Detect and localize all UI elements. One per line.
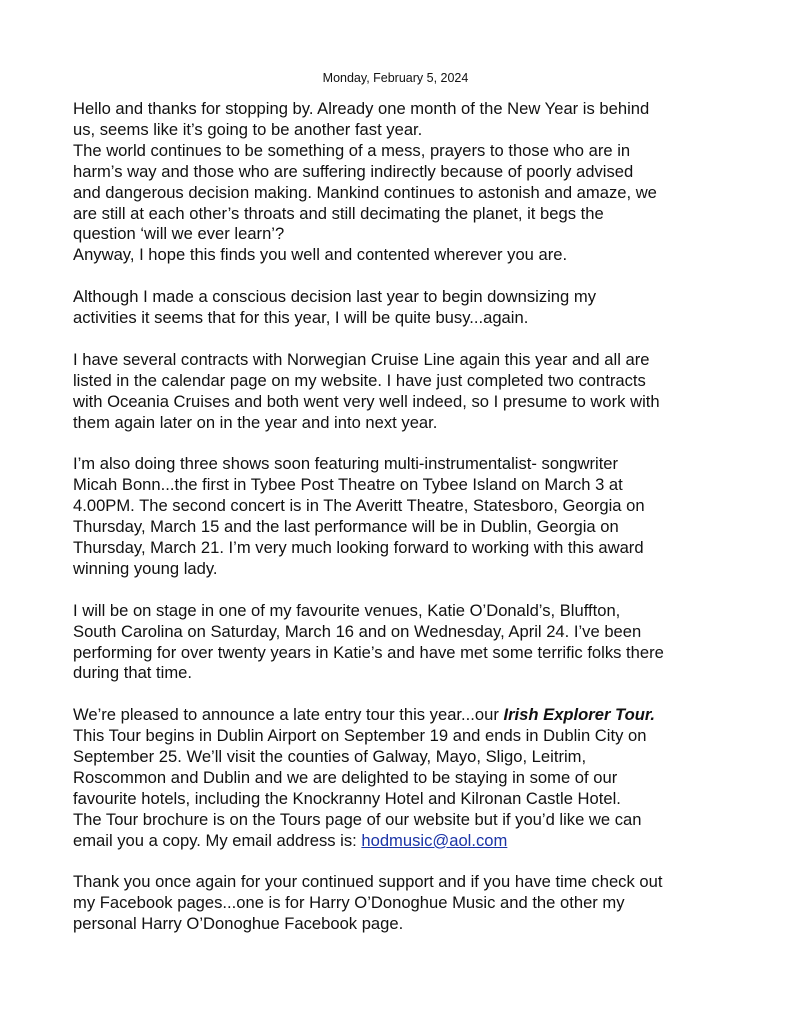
text-line: us, seems like it’s going to be another fast year. xyxy=(73,119,423,139)
text-line: listed in the calendar page on my website. I have just completed two contracts xyxy=(73,370,646,390)
text-line: Anyway, I hope this finds you well and contented wherever you are. xyxy=(73,245,568,265)
text-line: South Carolina on Saturday, March 16 and on Wednesday, April 24. I’ve been xyxy=(73,621,642,641)
text-line: Hello and thanks for stopping by. Already one month of the New Year is behind xyxy=(73,99,650,118)
email-link[interactable]: hodmusic@aol.com xyxy=(361,830,508,850)
text-line: Micah Bonn...the first in Tybee Post Theatre on Tybee Island on March 3 at xyxy=(73,475,623,495)
text-line xyxy=(73,831,773,852)
text-line: favourite hotels, including the Knockranny Hotel and Kilronan Castle Hotel. xyxy=(73,788,621,808)
paragraph-shows xyxy=(73,454,773,579)
text-line: Thursday, March 21. I’m very much looking forward to working with this award xyxy=(73,537,644,557)
text-line: winning young lady. xyxy=(73,558,218,578)
text-line: I will be on stage in one of my favourite venues, Katie O’Donald’s, Bluffton, xyxy=(73,600,621,620)
text-line: The world continues to be something of a mess, prayers to those who are in xyxy=(73,140,631,160)
tour-name: Irish Explorer Tour. xyxy=(503,705,655,725)
text-line: question ‘will we ever learn’? xyxy=(73,224,285,244)
text-line: Although I made a conscious decision last year to begin downsizing my xyxy=(73,287,596,307)
text-line: Roscommon and Dublin and we are delighted to be staying in some of our xyxy=(73,767,618,787)
text-line: with Oceania Cruises and both went very well indeed, so I presume to work with xyxy=(73,391,660,411)
text-line: September 25. We’ll visit the counties of Galway, Mayo, Sligo, Leitrim, xyxy=(73,747,587,767)
text-line: are still at each other’s throats and still decimating the planet, it begs the xyxy=(73,203,604,223)
text-line: personal Harry O’Donoghue Facebook page. xyxy=(73,914,404,934)
text-line: I’m also doing three shows soon featuring multi-instrumentalist- songwriter xyxy=(73,454,619,474)
text-line: my Facebook pages...one is for Harry O’Donoghue Music and the other my xyxy=(73,893,625,913)
paragraph-tour xyxy=(73,705,773,851)
text-line: Thank you once again for your continued support and if you have time check out xyxy=(73,872,663,892)
tour-lead-in: We’re pleased to announce a late entry tour this year...our xyxy=(73,705,504,725)
text-line: them again later on in the year and into next year. xyxy=(73,412,438,432)
paragraph-closing xyxy=(73,872,773,935)
letter-date: Monday, February 5, 2024 xyxy=(322,71,469,85)
text-line: performing for over twenty years in Katie’s and have met some terrific folks there xyxy=(73,642,664,662)
text-line: harm’s way and those who are suffering indirectly because of poorly advised xyxy=(73,161,634,181)
text-line: I have several contracts with Norwegian Cruise Line again this year and all are xyxy=(73,349,650,369)
paragraph-katies xyxy=(73,601,773,685)
text-line: This Tour begins in Dublin Airport on September 19 and ends in Dublin City on xyxy=(73,726,647,746)
letter-body xyxy=(73,99,773,935)
text-line: Thursday, March 15 and the last performance will be in Dublin, Georgia on xyxy=(73,517,619,537)
paragraph-intro xyxy=(73,99,773,266)
email-lead: email you a copy. My email address is: xyxy=(73,830,362,850)
text-line: activities it seems that for this year, I will be quite busy...again. xyxy=(73,308,529,328)
paragraph-cruises xyxy=(73,350,773,434)
text-line xyxy=(73,705,773,726)
text-line: The Tour brochure is on the Tours page of our website but if you’d like we can xyxy=(73,809,642,829)
paragraph-downsizing xyxy=(73,287,773,329)
text-line: 4.00PM. The second concert is in The Averitt Theatre, Statesboro, Georgia on xyxy=(73,496,645,516)
text-line: and dangerous decision making. Mankind continues to astonish and amaze, we xyxy=(73,182,657,202)
text-line: during that time. xyxy=(73,663,192,683)
